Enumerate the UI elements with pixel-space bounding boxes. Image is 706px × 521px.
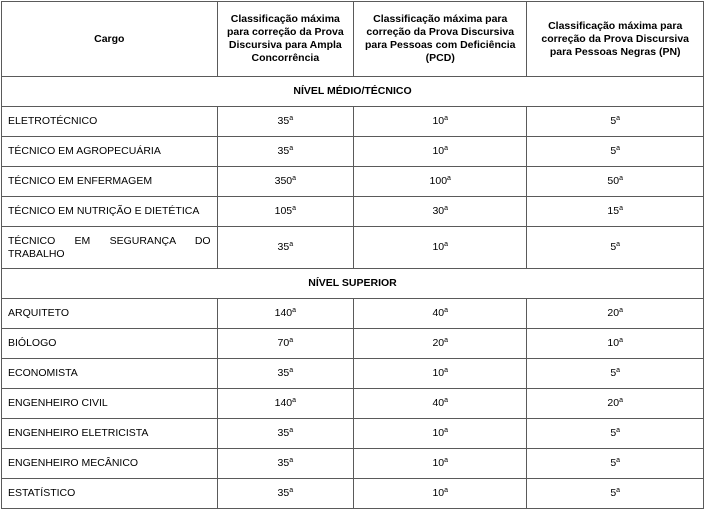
pn-cell: 5$^a$ xyxy=(527,137,704,167)
section-row xyxy=(2,269,704,299)
pn-cell: 5$^a$ xyxy=(527,227,704,269)
header-row xyxy=(2,2,704,77)
pn-cell: 50$^a$ xyxy=(527,167,704,197)
ampla-cell: 35$^a$ xyxy=(217,419,354,449)
cargo-cell: ENGENHEIRO CIVIL xyxy=(2,389,218,419)
table-row xyxy=(2,197,704,227)
pn-cell: 5$^a$ xyxy=(527,449,704,479)
pn-cell: 15$^a$ xyxy=(527,197,704,227)
ampla-cell: 35$^a$ xyxy=(217,227,354,269)
cargo-cell: ARQUITETO xyxy=(2,299,218,329)
table-row xyxy=(2,449,704,479)
header-pn: Classificação máxima para correção da Prova Discursiva para Pessoas Negras (PN) xyxy=(527,2,704,77)
table-row xyxy=(2,227,704,269)
table-row xyxy=(2,329,704,359)
cargo-cell: TÉCNICO EM SEGURANÇA DO TRABALHO xyxy=(2,227,218,269)
pcd-cell: 30$^a$ xyxy=(354,197,527,227)
cargo-cell: TÉCNICO EM NUTRIÇÃO E DIETÉTICA xyxy=(2,197,218,227)
ampla-cell: 35$^a$ xyxy=(217,449,354,479)
cargo-cell: TÉCNICO EM AGROPECUÁRIA xyxy=(2,137,218,167)
ampla-cell: 35$^a$ xyxy=(217,479,354,509)
table-row xyxy=(2,389,704,419)
ampla-cell: 35$^a$ xyxy=(217,359,354,389)
table-row xyxy=(2,299,704,329)
table-row xyxy=(2,359,704,389)
pcd-cell: 20$^a$ xyxy=(354,329,527,359)
table-row xyxy=(2,419,704,449)
table-row xyxy=(2,479,704,509)
pcd-cell: 40$^a$ xyxy=(354,299,527,329)
table-row xyxy=(2,107,704,137)
section-row xyxy=(2,77,704,107)
section-title: NÍVEL SUPERIOR xyxy=(2,269,704,299)
section-title: NÍVEL MÉDIO/TÉCNICO xyxy=(2,77,704,107)
table-row xyxy=(2,137,704,167)
cargo-cell: ENGENHEIRO MECÂNICO xyxy=(2,449,218,479)
cargo-cell: ECONOMISTA xyxy=(2,359,218,389)
pn-cell: 5$^a$ xyxy=(527,359,704,389)
pn-cell: 20$^a$ xyxy=(527,389,704,419)
pcd-cell: 10$^a$ xyxy=(354,449,527,479)
ampla-cell: 140$^a$ xyxy=(217,299,354,329)
cargo-cell: ELETROTÉCNICO xyxy=(2,107,218,137)
ampla-cell: 140$^a$ xyxy=(217,389,354,419)
ampla-cell: 35$^a$ xyxy=(217,107,354,137)
pcd-cell: 10$^a$ xyxy=(354,359,527,389)
pcd-cell: 10$^a$ xyxy=(354,227,527,269)
header-cargo: Cargo xyxy=(2,2,218,77)
ampla-cell: 350$^a$ xyxy=(217,167,354,197)
ampla-cell: 70$^a$ xyxy=(217,329,354,359)
classification-table xyxy=(1,1,704,509)
cargo-cell: ESTATÍSTICO xyxy=(2,479,218,509)
table-row xyxy=(2,167,704,197)
pcd-cell: 100$^a$ xyxy=(354,167,527,197)
pcd-cell: 10$^a$ xyxy=(354,479,527,509)
header-ampla-concorrencia: Classificação máxima para correção da Prova Discursiva para Ampla Concorrência xyxy=(217,2,354,77)
header-pcd: Classificação máxima para correção da Prova Discursiva para Pessoas com Deficiência (PCD) xyxy=(354,2,527,77)
pn-cell: 10$^a$ xyxy=(527,329,704,359)
pcd-cell: 10$^a$ xyxy=(354,137,527,167)
pcd-cell: 40$^a$ xyxy=(354,389,527,419)
pn-cell: 5$^a$ xyxy=(527,419,704,449)
cargo-cell: TÉCNICO EM ENFERMAGEM xyxy=(2,167,218,197)
pn-cell: 5$^a$ xyxy=(527,479,704,509)
pcd-cell: 10$^a$ xyxy=(354,419,527,449)
cargo-cell: ENGENHEIRO ELETRICISTA xyxy=(2,419,218,449)
cargo-cell: BIÓLOGO xyxy=(2,329,218,359)
pn-cell: 20$^a$ xyxy=(527,299,704,329)
ampla-cell: 105$^a$ xyxy=(217,197,354,227)
pcd-cell: 10$^a$ xyxy=(354,107,527,137)
pn-cell: 5$^a$ xyxy=(527,107,704,137)
ampla-cell: 35$^a$ xyxy=(217,137,354,167)
